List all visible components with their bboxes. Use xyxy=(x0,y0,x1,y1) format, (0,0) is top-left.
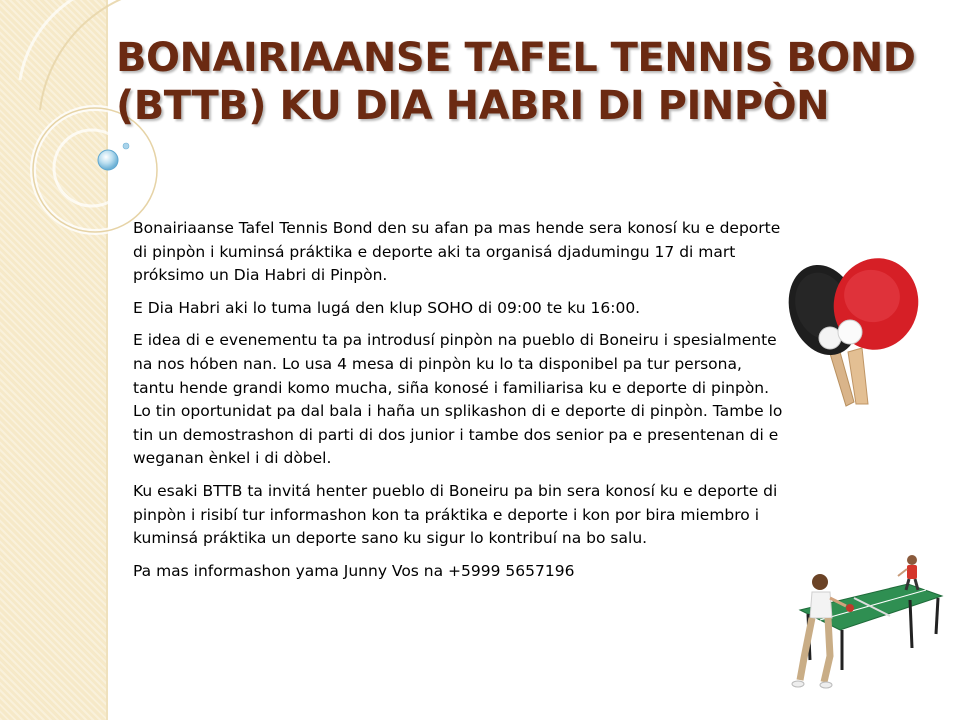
paragraph-idea: E idea di e evenementu ta pa introdusí pinpòn na pueblo di Boneiru i spesialmente na nos hóben nan. Lo usa 4 mesa di pinpòn ku lo ta disponibel pa tur persona, tantu hende grandi komo mucha, siña konosé i familiarisa ku e deporte di pinpòn. Lo tin oportunidat pa dal bala i haña un splikashon di e deporte di pinpòn. Tambe lo tin un demostrashon di parti di dos junior i tambe dos senior pa e presentenan di e weganan ènkel i di dòbel. xyxy=(133,331,783,468)
bubble-icon xyxy=(98,150,118,170)
slide-title: BONAIRIAANSE TAFEL TENNIS BOND (BTTB) KU DIA HABRI DI PINPÒN xyxy=(116,35,916,129)
paragraph-intro: Bonairiaanse Tafel Tennis Bond den su afan pa mas hende sera konosí ku e deporte di pinpòn i kuminsá práktika e deporte aki ta organisá djadumingu 17 di mart próksimo un Dia Habri di Pinpòn. xyxy=(133,219,781,285)
slide-body xyxy=(133,217,785,592)
ping-pong-paddles-icon xyxy=(788,252,928,412)
paragraph-invitation: Ku esaki BTTB ta invitá henter pueblo di Boneiru pa bin sera konosí ku e deporte di pinpòn i risibí tur informashon kon ta práktika e deporte i kon por bira miembro i kuminsá práktika un deporte sano ku sigur lo kontribuí na bo salu. xyxy=(133,481,778,548)
paragraph-contact: Pa mas informashon yama Junny Vos na +5999 5657196 xyxy=(133,561,575,580)
table-tennis-players-icon xyxy=(780,552,950,702)
paragraph-location: E Dia Habri aki lo tuma lugá den klup SOHO di 09:00 te ku 16:00. xyxy=(133,298,641,317)
